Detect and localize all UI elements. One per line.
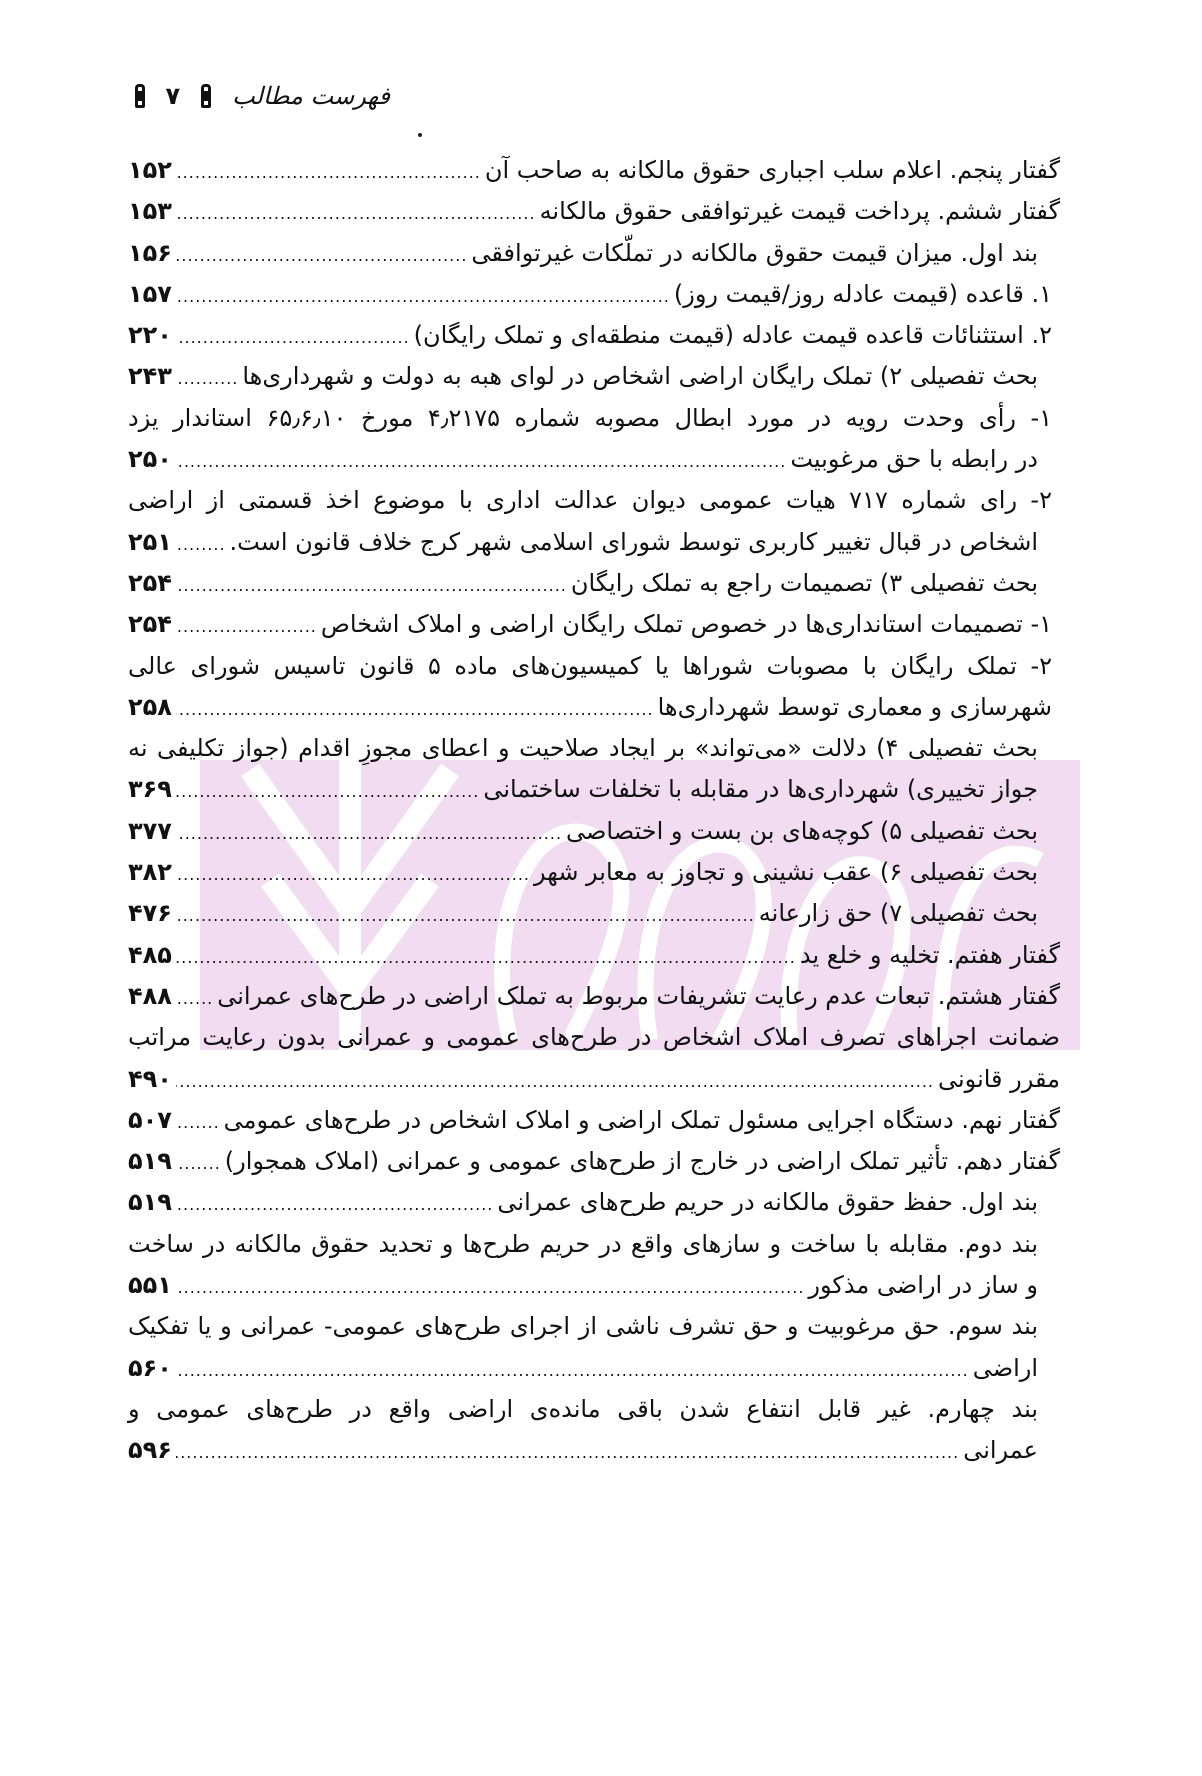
dot-leader — [176, 813, 562, 854]
toc-entry-title: ۲. استثنائات قاعده قیمت عادله (قیمت منطقه‌ای و تملک رایگان) — [413, 321, 1052, 350]
toc-entry[interactable] — [128, 1265, 1060, 1306]
floral-ornament-icon — [198, 82, 214, 110]
dot-leader — [176, 1143, 221, 1184]
toc-entry[interactable] — [128, 893, 1060, 934]
toc-page-number: ۱۵۳ — [128, 197, 172, 226]
toc-entry[interactable] — [128, 398, 1060, 439]
toc-entry[interactable] — [128, 1059, 1060, 1100]
dot-leader — [176, 358, 238, 399]
toc-page-number: ۳۶۹ — [128, 775, 172, 804]
toc-entry[interactable] — [128, 852, 1060, 893]
toc-entry[interactable] — [128, 1017, 1060, 1058]
toc-entry-title: ۱- تصمیمات استانداری‌ها در خصوص تملک رایگان اراضی و املاک اشخاص — [320, 610, 1052, 639]
toc-page-number: ۵۱۹ — [128, 1147, 172, 1176]
dot-leader — [176, 524, 226, 565]
toc-page-number: ۵۵۱ — [128, 1271, 172, 1300]
dot-leader — [176, 978, 213, 1019]
toc-entry-title: بند سوم. حق مرغوبیت و حق تشرف ناشی از اجرای طرح‌های عمومی- عمرانی و یا تفکیک — [128, 1312, 1038, 1341]
toc-entry-title: بحث تفصیلی ۴) دلالت «می‌تواند» بر ایجاد صلاحیت و اعطای مجوزِ اقدام (جواز تکلیفی نه — [128, 734, 1038, 763]
dot-leader — [176, 895, 755, 936]
toc-entry[interactable] — [128, 646, 1060, 687]
toc-entry-title: و ساز در اراضی مذکور — [808, 1271, 1038, 1300]
header-title: فهرست مطالب — [232, 82, 390, 110]
toc-entry-title: شهرسازی و معماری توسط شهرداری‌ها — [657, 692, 1052, 721]
dot-leader — [176, 235, 467, 276]
toc-entry[interactable] — [128, 1348, 1060, 1389]
toc-entry-title: گفتار ششم. پرداخت قیمت غیرتوافقی حقوق مالکانه — [539, 197, 1060, 226]
toc-entry-title: بحث تفصیلی ۷) حق زارعانه — [758, 899, 1038, 928]
dot-leader — [176, 1350, 969, 1391]
toc-entry-title: جواز تخییری) شهرداری‌ها در مقابله با تخلفات ساختمانی — [483, 775, 1038, 804]
toc-entry[interactable] — [128, 522, 1060, 563]
toc-page-number: ۲۲۰ — [128, 321, 172, 350]
toc-entry-title: گفتار نهم. دستگاه اجرایی مسئول تملک اراضی و املاک اشخاص در طرح‌های عمومی — [223, 1105, 1060, 1134]
toc-entry[interactable] — [128, 1430, 1060, 1471]
toc-page-number: ۲۵۴ — [128, 568, 172, 597]
dot-leader — [176, 152, 481, 193]
dot-leader — [176, 606, 317, 647]
dot-leader — [176, 1061, 934, 1102]
toc-entry-title: بند اول. میزان قیمت حقوق مالکانه در تملّکات غیرتوافقی — [471, 238, 1038, 267]
toc-entry-title: ضمانت اجراهای تصرف املاک اشخاص در طرح‌های عمومی و عمرانی بدون رعایت مراتب — [128, 1023, 1060, 1052]
toc-entry-title: مقرر قانونی — [937, 1064, 1060, 1093]
dot-leader — [176, 1267, 804, 1308]
toc-entry-title: گفتار پنجم. اعلام سلب اجباری حقوق مالکانه به صاحب آن — [484, 156, 1060, 184]
toc-entry-title: عمرانی — [963, 1436, 1038, 1465]
dot-leader — [176, 1184, 493, 1225]
toc-page-number: ۲۵۱ — [128, 527, 172, 556]
toc-page-number: ۵۹۶ — [128, 1436, 172, 1465]
toc-page-number: ۲۴۳ — [128, 362, 172, 391]
dot-leader — [176, 854, 530, 895]
toc-entry[interactable] — [128, 1306, 1060, 1347]
dot-leader — [176, 193, 536, 234]
toc-entry-title: اراضی — [972, 1353, 1038, 1382]
toc-page-number: ۲۵۸ — [128, 692, 172, 721]
toc-entry[interactable] — [128, 687, 1060, 728]
toc-page-number: ۵۶۰ — [128, 1353, 172, 1382]
toc-entry-title: ۲- تملک رایگان با مصوبات شوراها یا کمیسیون‌های ماده ۵ قانون تاسیس شورای عالی — [128, 651, 1053, 680]
toc-page-number: ۳۷۷ — [128, 816, 172, 845]
toc-entry[interactable] — [128, 1389, 1060, 1430]
toc-page-number: ۴۸۵ — [128, 940, 172, 969]
toc-page-number: ۵۰۷ — [128, 1105, 172, 1134]
toc-page-number: ۵۱۹ — [128, 1188, 172, 1217]
toc-entry[interactable] — [128, 1224, 1060, 1265]
toc-entry-title: بحث تفصیلی ۶) عقب نشینی و تجاوز به معابر شهر — [534, 858, 1038, 887]
toc-entry-title: بند دوم. مقابله با ساخت و سازهای واقع در حریم طرح‌ها و تحدید حقوق مالکانه در ساخت — [128, 1229, 1038, 1258]
toc-page-number: ۴۷۶ — [128, 899, 172, 928]
toc-entry[interactable] — [128, 976, 1060, 1017]
running-header — [130, 76, 390, 116]
page-number: ۷ — [165, 82, 181, 110]
toc-entry[interactable] — [128, 811, 1060, 852]
dot-leader — [176, 689, 654, 730]
dot-leader — [176, 276, 670, 317]
toc-page-number: ۴۹۰ — [128, 1064, 172, 1093]
toc-page-number: ۳۸۲ — [128, 858, 172, 887]
toc-entry-title: گفتار هشتم. تبعات عدم رعایت تشریفات مربوط به تملک اراضی در طرح‌های عمرانی — [217, 981, 1060, 1010]
toc-entry-title: بحث تفصیلی ۲) تملک رایگان اراضی اشخاص در لوای هبه به دولت و شهرداری‌ها — [242, 362, 1038, 391]
toc-entry[interactable] — [128, 315, 1060, 356]
toc-entry[interactable] — [128, 439, 1060, 480]
toc-entry[interactable] — [128, 769, 1060, 810]
dot-leader — [176, 317, 410, 358]
dot-leader — [176, 565, 567, 606]
toc-entry[interactable] — [128, 233, 1060, 274]
dot-leader — [176, 1102, 220, 1143]
toc-entry-title: بند اول. حفظ حقوق مالکانه در حریم طرح‌های عمرانی — [497, 1188, 1038, 1217]
toc-entry-title: ۲- رای شماره ۷۱۷ هیات عمومی دیوان عدالت اداری با موضوع اخذ قسمتی از اراضی — [128, 486, 1052, 515]
toc-entry[interactable] — [128, 604, 1060, 645]
toc-entry[interactable] — [128, 480, 1060, 521]
toc-entry-title: در رابطه با حق مرغوبیت — [790, 445, 1038, 474]
toc-page-number: ۲۵۴ — [128, 610, 172, 639]
table-of-contents — [128, 150, 1060, 1472]
toc-entry[interactable] — [128, 356, 1060, 397]
floral-ornament-icon — [132, 82, 148, 110]
toc-page-number: ۱۵۶ — [128, 238, 172, 267]
toc-page-number: ۱۵۷ — [128, 279, 172, 308]
dot-leader — [176, 1432, 959, 1473]
toc-entry-title: بحث تفصیلی ۵) کوچه‌های بن بست و اختصاصی — [566, 816, 1038, 845]
toc-entry[interactable] — [128, 191, 1060, 232]
toc-entry-title: ۱- رأی وحدت رویه در مورد ابطال مصوبه شماره ۴٫۲۱۷۵ مورخ ۶۵٫۶٫۱۰ استاندار یزد — [128, 403, 1053, 432]
ink-dot — [418, 133, 422, 137]
toc-entry[interactable] — [128, 728, 1060, 769]
dot-leader — [176, 441, 786, 482]
toc-entry[interactable] — [128, 150, 1060, 191]
toc-entry[interactable] — [128, 1182, 1060, 1223]
toc-entry-title: اشخاص در قبال تغییر کاربری توسط شورای اسلامی شهر کرج خلاف قانون است. — [229, 527, 1038, 556]
toc-entry[interactable] — [128, 935, 1060, 976]
dot-leader — [176, 771, 479, 812]
toc-entry[interactable] — [128, 1100, 1060, 1141]
toc-entry-title: ۱. قاعده (قیمت عادله روز/قیمت روز) — [673, 279, 1052, 308]
toc-entry[interactable] — [128, 274, 1060, 315]
toc-page-number: ۴۸۸ — [128, 981, 172, 1010]
toc-entry[interactable] — [128, 563, 1060, 604]
toc-entry-title: گفتار هفتم. تخلیه و خلع ید — [799, 940, 1060, 969]
toc-page-number: ۲۵۰ — [128, 445, 172, 474]
toc-entry[interactable] — [128, 1141, 1060, 1182]
toc-entry-title: بحث تفصیلی ۳) تصمیمات راجع به تملک رایگان — [570, 568, 1038, 597]
toc-entry-title: گفتار دهم. تأثیر تملک اراضی در خارج از طرح‌های عمومی و عمرانی (املاک همجوار) — [224, 1147, 1060, 1176]
toc-entry-title: بند چهارم. غیر قابل انتفاع شدن باقی مانده‌ی اراضی واقع در طرح‌های عمومی و — [128, 1394, 1038, 1423]
dot-leader — [176, 937, 796, 978]
toc-page-number: ۱۵۲ — [128, 156, 172, 184]
